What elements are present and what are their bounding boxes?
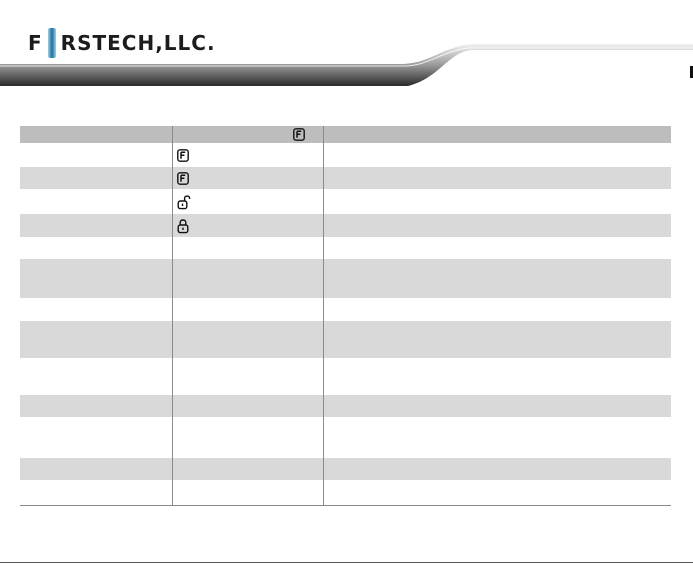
row-label-cell <box>20 358 173 395</box>
table-row <box>20 458 671 480</box>
table-row <box>20 321 671 358</box>
logo-wordmark: RSTECH,LLC. <box>60 31 216 55</box>
row-button-cell <box>173 214 324 237</box>
table-row <box>20 395 671 417</box>
row-description-cell <box>324 214 672 237</box>
table-row <box>20 143 671 167</box>
table-row <box>20 189 671 214</box>
row-label-cell <box>20 237 173 259</box>
table-row <box>20 417 671 458</box>
row-button-cell <box>173 237 324 259</box>
header-cell-1 <box>20 126 173 143</box>
row-button-cell <box>173 458 324 480</box>
unlock-padlock-icon <box>177 194 193 210</box>
table-row <box>20 214 671 237</box>
spec-table <box>20 126 671 506</box>
row-description-cell <box>324 237 672 259</box>
row-button-cell <box>173 358 324 395</box>
row-description-cell <box>324 480 672 505</box>
row-button-cell <box>173 167 324 189</box>
table-row <box>20 237 671 259</box>
firstech-f-button-icon <box>177 172 189 185</box>
table-header-row <box>20 126 671 143</box>
row-description-cell <box>324 259 672 298</box>
row-button-cell <box>173 417 324 458</box>
header-cell-3 <box>324 126 672 143</box>
row-button-cell <box>173 321 324 358</box>
logo-letter-f: F <box>28 31 43 55</box>
row-label-cell <box>20 321 173 358</box>
table-row <box>20 259 671 298</box>
row-description-cell <box>324 298 672 321</box>
lock-padlock-icon <box>177 218 189 234</box>
page-header <box>0 0 693 100</box>
row-label-cell <box>20 143 173 167</box>
row-label-cell <box>20 458 173 480</box>
row-label-cell <box>20 189 173 214</box>
row-label-cell <box>20 298 173 321</box>
row-label-cell <box>20 259 173 298</box>
row-button-cell <box>173 298 324 321</box>
row-label-cell <box>20 395 173 417</box>
table-row <box>20 480 671 505</box>
row-label-cell <box>20 480 173 505</box>
header-cell-2 <box>173 126 324 143</box>
row-button-cell <box>173 189 324 214</box>
row-label-cell <box>20 417 173 458</box>
row-description-cell <box>324 321 672 358</box>
firstech-f-button-icon <box>177 149 189 162</box>
row-description-cell <box>324 167 672 189</box>
row-description-cell <box>324 395 672 417</box>
row-description-cell <box>324 458 672 480</box>
row-button-cell <box>173 143 324 167</box>
row-button-cell <box>173 395 324 417</box>
header-swoosh <box>0 0 693 100</box>
row-label-cell <box>20 167 173 189</box>
row-description-cell <box>324 358 672 395</box>
table-row <box>20 167 671 189</box>
table-row <box>20 358 671 395</box>
row-label-cell <box>20 214 173 237</box>
row-description-cell <box>324 143 672 167</box>
row-button-cell <box>173 259 324 298</box>
firstech-f-button-icon <box>293 128 305 141</box>
row-button-cell <box>173 480 324 505</box>
row-description-cell <box>324 417 672 458</box>
bottom-rule <box>0 562 693 563</box>
table-row <box>20 298 671 321</box>
row-description-cell <box>324 189 672 214</box>
